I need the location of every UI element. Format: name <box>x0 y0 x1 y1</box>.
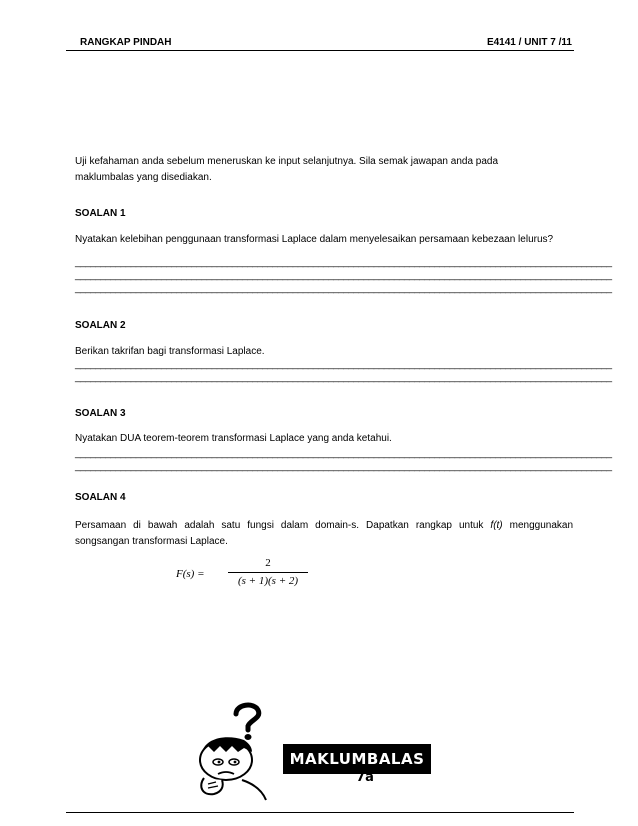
formula-fraction-bar <box>228 572 308 573</box>
answer-line: __________________________________________________________________________________________________________ <box>75 283 612 294</box>
question-4-function: f(t) <box>490 520 503 531</box>
question-4-text-after: menggunakan songsangan transformasi Laplace. <box>75 520 574 547</box>
formula-denominator: (s + 1)(s + 2) <box>237 575 299 587</box>
question-2-text: Berikan takrifan bagi transformasi Laplace. <box>75 346 265 357</box>
question-4-text <box>75 518 573 550</box>
question-1-text: Nyatakan kelebihan penggunaan transformasi Laplace dalam menyelesaikan persamaan kebezaan lelurus? <box>75 234 554 245</box>
thinking-character-illustration <box>192 700 292 800</box>
question-3-title: SOALAN 3 <box>75 408 126 419</box>
formula-lhs: F(s) = <box>176 568 205 580</box>
question-2-title: SOALAN 2 <box>75 320 126 331</box>
header-divider <box>66 50 574 51</box>
intro-text: Uji kefahaman anda sebelum meneruskan ke input selanjutnya. Sila semak jawapan anda pada maklumbalas yang disediakan. <box>75 156 499 183</box>
question-1-title: SOALAN 1 <box>75 208 126 219</box>
header-title: RANGKAP PINDAH <box>80 37 172 48</box>
answer-line: __________________________________________________________________________________________________________ <box>75 270 612 281</box>
answer-line: __________________________________________________________________________________________________________ <box>75 461 612 472</box>
answer-line: __________________________________________________________________________________________________________ <box>75 359 612 370</box>
question-4-text-before: Persamaan di bawah adalah satu fungsi dalam domain-s. Dapatkan rangkap untuk <box>75 520 484 531</box>
answer-line: __________________________________________________________________________________________________________ <box>75 448 612 459</box>
feedback-banner-sub: 7a <box>356 770 374 785</box>
question-3-text: Nyatakan DUA teorem-teorem transformasi Laplace yang anda ketahui. <box>75 433 392 444</box>
header-unit: E4141 / UNIT 7 /11 <box>486 37 572 48</box>
answer-line: __________________________________________________________________________________________________________ <box>75 257 612 268</box>
question-4-title: SOALAN 4 <box>75 492 126 503</box>
answer-line: __________________________________________________________________________________________________________ <box>75 372 612 383</box>
footer-divider <box>66 812 574 813</box>
formula-numerator: 2 <box>265 557 271 569</box>
feedback-banner-label: MAKLUMBALAS <box>289 750 425 768</box>
